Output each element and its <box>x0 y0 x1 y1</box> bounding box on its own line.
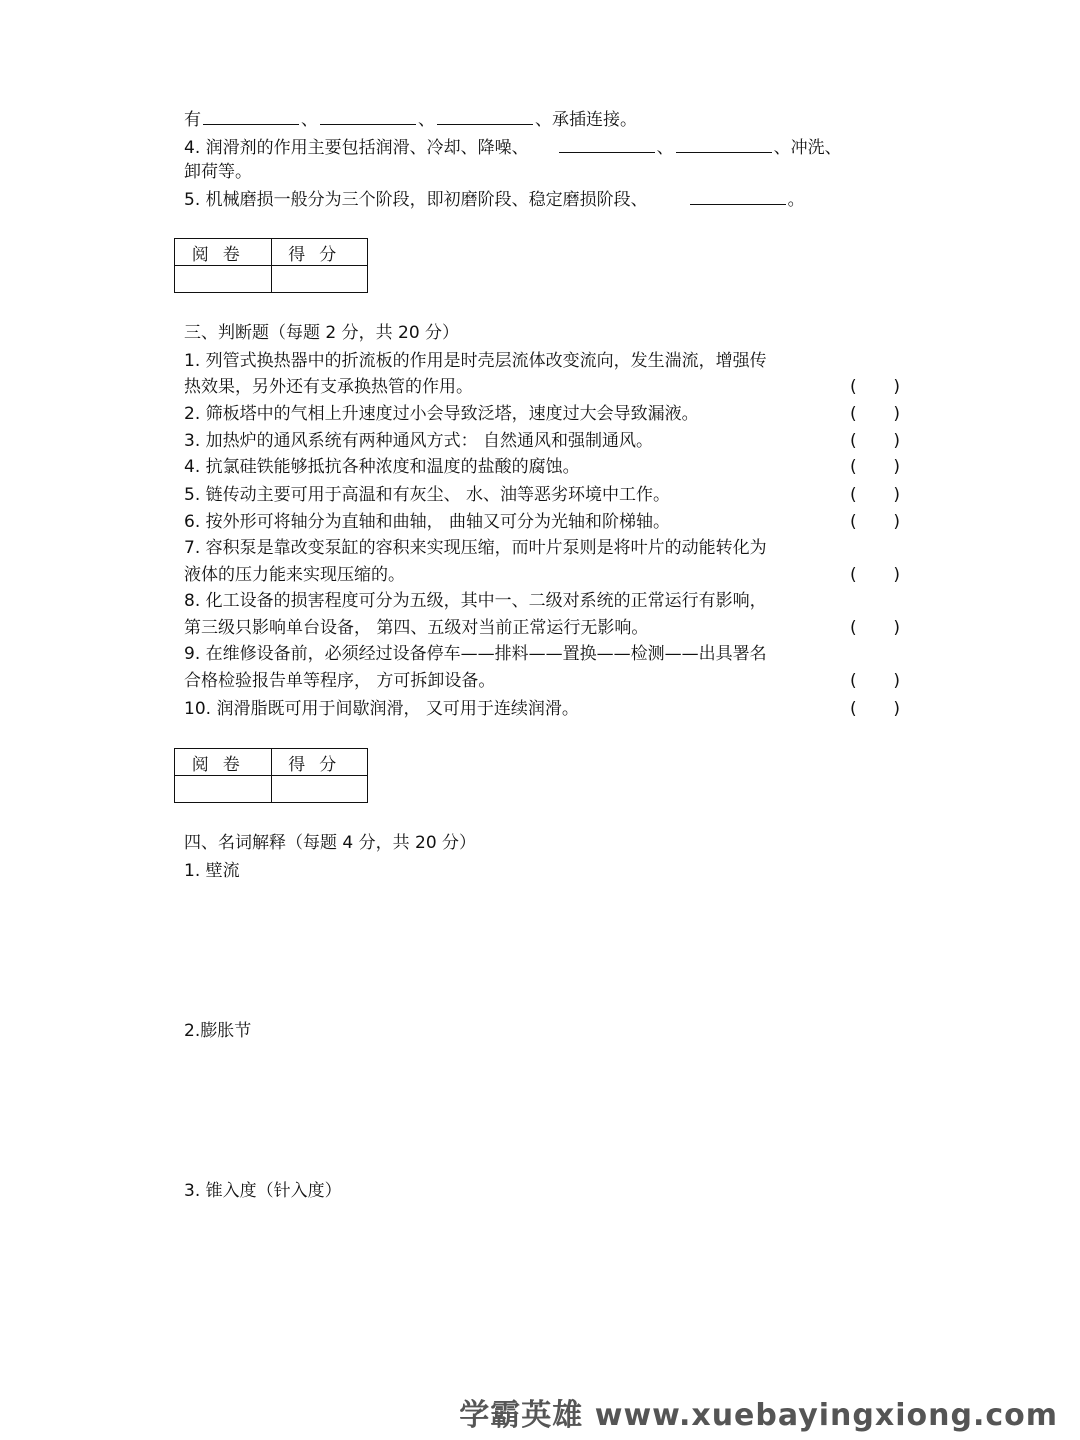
score-header: 得分 <box>271 239 368 266</box>
answer-parentheses[interactable]: ( ) <box>850 404 900 424</box>
answer-blank[interactable] <box>203 108 299 125</box>
judge-q4: 4. 抗氯硅铁能够抵抗各种浓度和温度的盐酸的腐蚀。 ( ) <box>184 457 900 477</box>
judge-q2: 2. 筛板塔中的气相上升速度过小会导致泛塔，速度过大会导致漏液。 ( ) <box>184 404 900 424</box>
site-watermark: 学霸英雄 www.xuebayingxiong.com <box>459 1398 1058 1433</box>
answer-parentheses[interactable]: ( ) <box>850 431 900 451</box>
answer-parentheses[interactable]: ( ) <box>850 565 900 585</box>
section-4-title: 四、名词解释（每题 4 分，共 20 分） <box>184 833 477 853</box>
answer-parentheses[interactable]: ( ) <box>850 618 900 638</box>
fill-question-4: 4. 润滑剂的作用主要包括润滑、冷却、降噪、 、 、冲洗、 <box>184 138 842 158</box>
answer-blank[interactable] <box>437 108 533 125</box>
fill-question-4-cont: 卸荷等。 <box>184 162 252 182</box>
answer-parentheses[interactable]: ( ) <box>850 485 900 505</box>
judge-q5: 5. 链传动主要可用于高温和有灰尘、 水、油等恶劣环境中工作。 ( ) <box>184 485 900 505</box>
reviewer-header: 阅卷 <box>175 749 272 776</box>
judge-q8-line2: 第三级只影响单台设备， 第四、五级对当前正常运行无影响。 ( ) <box>184 618 900 638</box>
score-box <box>174 238 368 293</box>
fill-question-5: 5. 机械磨损一般分为三个阶段，即初磨阶段、稳定磨损阶段、 。 <box>184 190 805 210</box>
judge-q7-line2: 液体的压力能来实现压缩的。 ( ) <box>184 565 900 585</box>
reviewer-cell[interactable] <box>175 266 272 293</box>
score-cell[interactable] <box>271 266 368 293</box>
judge-q7-line1: 7. 容积泵是靠改变泵缸的容积来实现压缩，而叶片泵则是将叶片的动能转化为 <box>184 538 767 558</box>
answer-blank[interactable] <box>559 136 655 153</box>
answer-blank[interactable] <box>690 188 786 205</box>
answer-parentheses[interactable]: ( ) <box>850 671 900 691</box>
term-3: 3. 锥入度（针入度） <box>184 1181 342 1201</box>
judge-q9-line2: 合格检验报告单等程序， 方可拆卸设备。 ( ) <box>184 671 900 691</box>
term-1: 1. 壁流 <box>184 861 240 881</box>
judge-q8-line1: 8. 化工设备的损害程度可分为五级，其中一、二级对系统的正常运行有影响， <box>184 591 767 611</box>
judge-q6: 6. 按外形可将轴分为直轴和曲轴， 曲轴又可分为光轴和阶梯轴。 ( ) <box>184 512 900 532</box>
judge-q1-line2: 热效果，另外还有支承换热管的作用。 ( ) <box>184 377 900 397</box>
section-3-title: 三、判断题（每题 2 分，共 20 分） <box>184 323 460 343</box>
answer-parentheses[interactable]: ( ) <box>850 457 900 477</box>
judge-q3: 3. 加热炉的通风系统有两种通风方式： 自然通风和强制通风。 ( ) <box>184 431 900 451</box>
answer-blank[interactable] <box>676 136 772 153</box>
reviewer-cell[interactable] <box>175 776 272 803</box>
answer-parentheses[interactable]: ( ) <box>850 377 900 397</box>
score-header: 得分 <box>271 749 368 776</box>
judge-q9-line1: 9. 在维修设备前，必须经过设备停车——排料——置换——检测——出具署名 <box>184 644 767 664</box>
term-2: 2.膨胀节 <box>184 1021 252 1041</box>
fill-line-1: 有 、 、 、承插连接。 <box>184 110 637 130</box>
reviewer-header: 阅卷 <box>175 239 272 266</box>
answer-blank[interactable] <box>320 108 416 125</box>
answer-parentheses[interactable]: ( ) <box>850 512 900 532</box>
judge-q10: 10. 润滑脂既可用于间歇润滑， 又可用于连续润滑。 ( ) <box>184 699 900 719</box>
score-box <box>174 748 368 803</box>
score-cell[interactable] <box>271 776 368 803</box>
judge-q1-line1: 1. 列管式换热器中的折流板的作用是时壳层流体改变流向，发生湍流，增强传 <box>184 351 767 371</box>
answer-parentheses[interactable]: ( ) <box>850 699 900 719</box>
